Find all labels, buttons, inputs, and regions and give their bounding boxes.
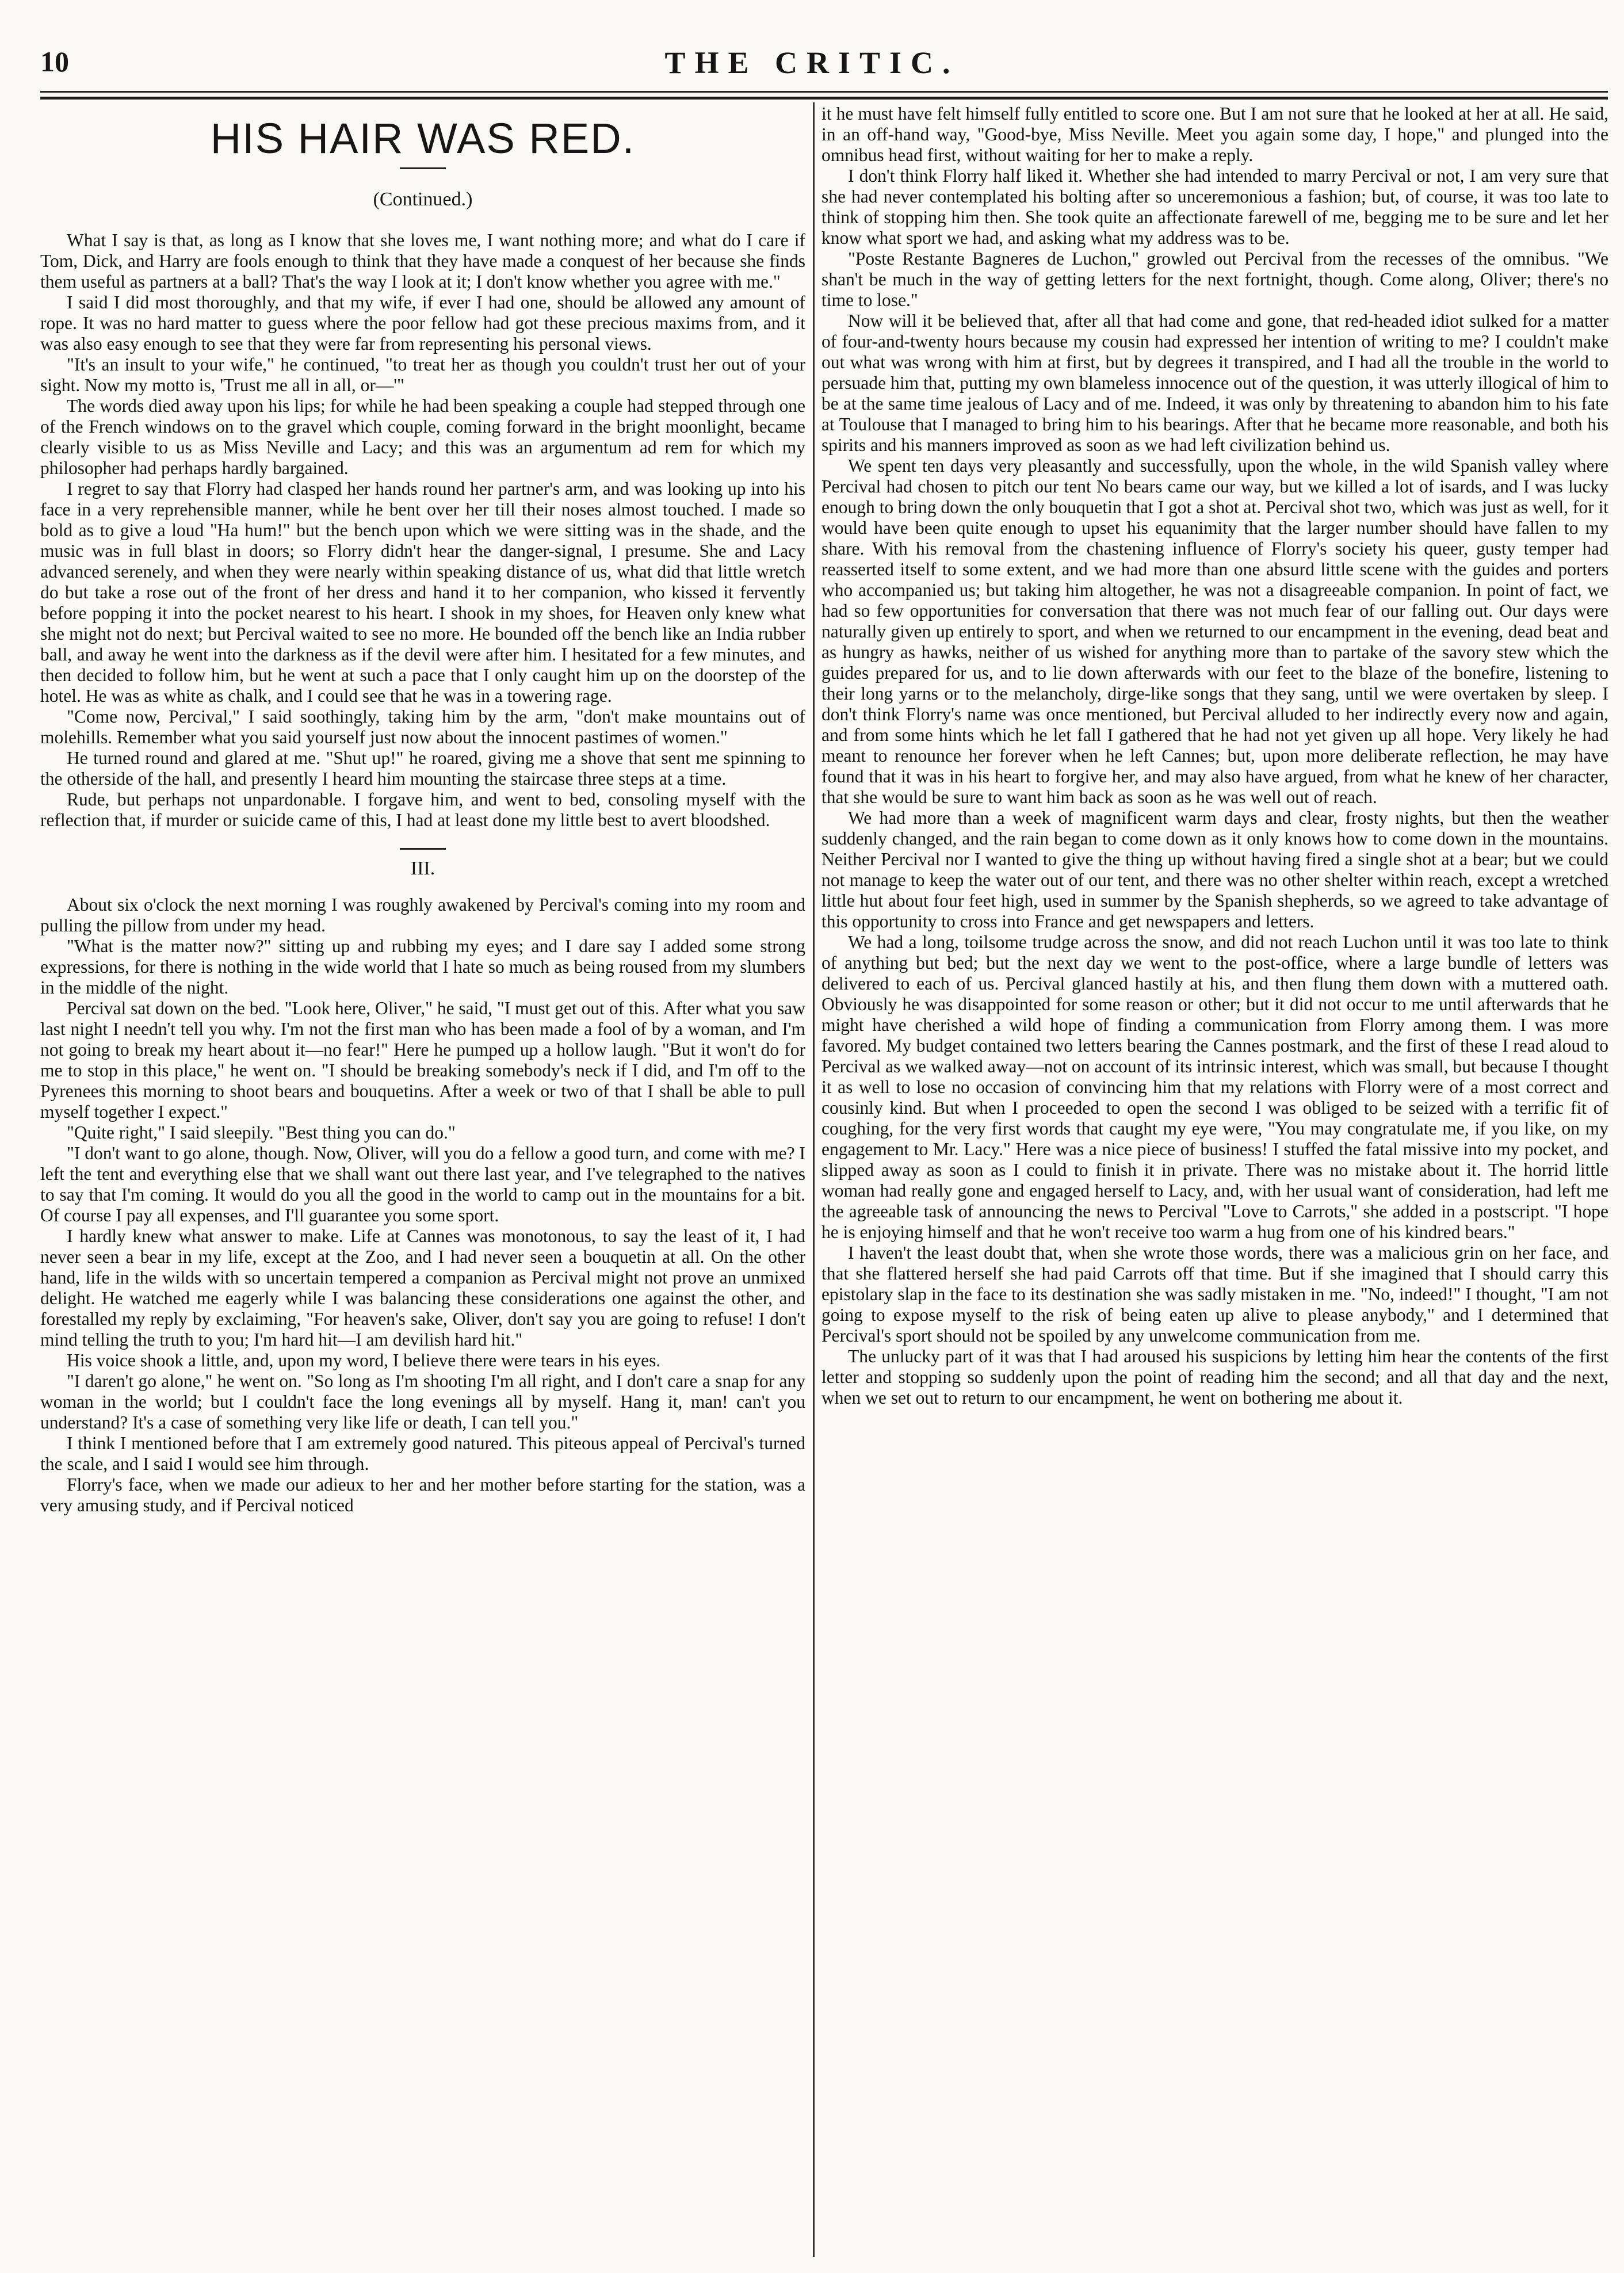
paragraph: We had more than a week of magnificent warm days and clear, frosty nights, but then the weather suddenly changed, and the rain began to come down as it only knows how to come down in the mountains. Neither Percival nor I wanted to give the thing up without having fired a single shot at a bear; but we could not manage to keep the water out of our tent, and there was no other shelter within reach, except a wretched little hut about four feet high, used in summer by the Spanish shepherds, so we agreed to take advantage of this opportunity to cross into France and get newspapers and letters.	[821, 808, 1608, 931]
paragraph: The words died away upon his lips; for while he had been speaking a couple had stepped through one of the French windows on to the gravel which couple, coming forward in the bright moonlight, became clearly visible to us as Miss Neville and Lacy; and this was an argumentum ad rem for which my philosopher had perhaps hardly bargained.	[40, 396, 805, 478]
paragraph: His voice shook a little, and, upon my word, I believe there were tears in his eyes.	[67, 1350, 661, 1370]
running-title: THE CRITIC.	[664, 45, 960, 80]
paragraph: Florry's face, when we made our adieux to her and her mother before starting for the station, was a very amusing study, and if Percival noticed	[40, 1474, 805, 1515]
article-title: HIS HAIR WAS RED.	[210, 114, 636, 162]
right-column-text	[821, 104, 1608, 1408]
paragraph: "I don't want to go alone, though. Now, Oliver, will you do a fellow a good turn, and come with me? I left the tent and everything else that we shall want out there last year, and I've telegraphed to the natives to say that I'm coming. It would do you all the good in the world to camp out in the mountains for a bit. Of course I pay all expenses, and I'll guarantee you some sport.	[40, 1143, 805, 1225]
paragraph: What I say is that, as long as I know that she loves me, I want nothing more; and what do I care if Tom, Dick, and Harry are fools enough to think that they have made a conquest of her because she finds them useful as partners at a ball? That's the way I look at it; I don't know whether you agree with me."	[40, 230, 805, 292]
title-rule	[400, 167, 446, 169]
paragraph: "Poste Restante Bagneres de Luchon," growled out Percival from the recesses of the omnibus. "We shan't be much in the way of getting letters for the next fortnight, though. Come along, Oliver; there's no time to lose."	[821, 249, 1608, 310]
paragraph: "Come now, Percival," I said soothingly, taking him by the arm, "don't make mountains out of molehills. Remember what you said yourself just now about the innocent pastimes of women."	[40, 706, 805, 747]
paragraph: I hardly knew what answer to make. Life at Cannes was monotonous, to say the least of it, I had never seen a bear in my life, except at the Zoo, and I had never seen a bouquetin at all. On the other hand, life in the wilds with so uncertain tempered a companion as Percival might not prove an unmixed delight. He watched me eagerly while I was balancing these considerations one against the other, and forestalled my reply by exclaiming, "For heaven's sake, Oliver, don't say you are going to refuse! I don't mind telling the truth to you; I'm hard hit—I am devilish hard hit."	[40, 1226, 805, 1350]
paragraph: I regret to say that Florry had clasped her hands round her partner's arm, and was looking up into his face in a very reprehensible manner, while he bent over her till their noses almost touched. I made so bold as to give a loud "Ha hum!" but the bench upon which we were sitting was in the shade, and the music was in full blast in doors; so Florry didn't hear the danger-signal, I presume. She and Lacy advanced serenely, and when they were nearly within speaking distance of us, what did that little wretch do but take a rose out of the front of her dress and hand it to her companion, who kissed it fervently before popping it into the pocket nearest to his heart. I shook in my shoes, for Heaven only knew what she might not do next; but Percival waited to see no more. He bounded off the bench like an India rubber ball, and away he went into the darkness as if the devil were after him. I hesitated for a few minutes, and then decided to follow him, but he went at such a pace that I only caught him up on the doorstep of the hotel. He was as white as chalk, and I could see that he was in a towering rage.	[40, 479, 805, 706]
paragraph: "Quite right," I said sleepily. "Best thing you can do."	[67, 1122, 456, 1143]
section-numeral: III.	[410, 858, 435, 879]
paragraph: About six o'clock the next morning I was roughly awakened by Percival's coming into my room and pulling the pillow from under my head.	[40, 895, 805, 935]
right-column	[821, 104, 1608, 2255]
paragraph: I said I did most thoroughly, and that my wife, if ever I had one, should be allowed any amount of rope. It was no hard matter to guess where the poor fellow had got these precious maxims from, and it was also easy enough to see that they were far from representing his personal views.	[40, 292, 805, 354]
paragraph: it he must have felt himself fully entitled to score one. But I am not sure that he looked at her at all. He said, in an off-hand way, "Good-bye, Miss Neville. Meet you again some day, I hope," and plunged into the omnibus head first, without waiting for her to make a reply.	[821, 104, 1608, 165]
column-divider	[813, 102, 815, 2257]
paragraph: I haven't the least doubt that, when she wrote those words, there was a malicious grin on her face, and that she flattered herself she had paid Carrots off that time. But if she imagined that I should carry this epistolary slap in the face to its destination she was sadly mistaken in me. "No, indeed!" I thought, "I am not going to expose myself to the risk of being eaten up alive to please anybody," and I determined that Percival's sport should not be spoiled by any unwelcome communication from me.	[821, 1243, 1608, 1346]
paragraph: I don't think Florry half liked it. Whether she had intended to marry Percival or not, I am very sure that she had never contemplated his bolting after so unceremonious a fashion; but, of course, it was too late to think of stopping him then. She took quite an affectionate farewell of me, begging me to be sure and let her know what sport we had, and asking what my address was to be.	[821, 166, 1608, 248]
left-column-text-part1	[40, 230, 805, 831]
page-number: 10	[40, 45, 69, 78]
article-subtitle: (Continued.)	[373, 189, 473, 210]
paragraph: I think I mentioned before that I am extremely good natured. This piteous appeal of Percival's turned the scale, and I said I would see him through.	[40, 1433, 805, 1474]
paragraph: "I daren't go alone," he went on. "So long as I'm shooting I'm all right, and I don't care a snap for any woman in the world; but I couldn't face the long evenings all by myself. Hang it, man! can't you understand? It's a case of something very like life or death, I can tell you."	[40, 1371, 805, 1432]
paragraph: Now will it be believed that, after all that had come and gone, that red-headed idiot sulked for a matter of four-and-twenty hours because my cousin had expressed her intention of writing to me? I couldn't make out what was wrong with him at first, but by degrees it transpired, and I had all the trouble in the world to persuade him that, putting my own blameless innocence out of the question, it was utterly illogical of him to be at the same time jealous of Lacy and of me. Indeed, it was only by threatening to abandon him to his fate at Toulouse that I managed to bring him to his bearings. After that he became more reasonable, and both his spirits and his manners improved as soon as we had left civilization behind us.	[821, 311, 1608, 455]
left-column	[40, 104, 805, 2255]
left-column-text-part2	[40, 895, 805, 1516]
section-rule	[400, 848, 446, 850]
paragraph: Percival sat down on the bed. "Look here, Oliver," he said, "I must get out of this. After what you saw last night I needn't tell you why. I'm not the first man who has been made a fool of by a woman, and I'm not going to break my heart about it—no fear!" Here he pumped up a hollow laugh. "But it won't do for me to stop in this place," he went on. "I should be breaking somebody's neck if I did, and I'm off to the Pyrenees this morning to shoot bears and bouquetins. After a week or two of that I shall be able to pull myself together I expect."	[40, 998, 805, 1122]
paragraph: Rude, but perhaps not unpardonable. I forgave him, and went to bed, consoling myself with the reflection that, if murder or suicide came of this, I had at least done my little best to avert bloodshed.	[40, 789, 805, 830]
paragraph: "What is the matter now?" sitting up and rubbing my eyes; and I dare say I added some strong expressions, for there is nothing in the wide world that I hate so much as being roused from my slumbers in the middle of the night.	[40, 936, 805, 998]
paragraph: We spent ten days very pleasantly and successfully, upon the whole, in the wild Spanish valley where Percival had chosen to pitch our tent No bears came our way, but we killed a lot of isards, and I was lucky enough to bring down the only bouquetin that I got a shot at. Percival shot two, which was just as well, for it would have been quite enough to upset his equanimity that the larger number should have fallen to my share. With his removal from the chastening influence of Florry's society his queer, gusty temper had reasserted itself to some extent, and we had more than one absurd little scene with the guides and porters who accompanied us; but taking him altogether, he was not a disagreeable companion. In point of fact, we had so few opportunities for conversation that there was not much fear of our falling out. Our days were naturally given up entirely to sport, and when we returned to our encampment in the evening, dead beat and as hungry as hawks, neither of us wished for anything more than to partake of the savory stew which the guides prepared for us, and to lie down afterwards with our feet to the blaze of the bonefire, listening to their long yarns or to the melancholy, dirge-like songs that they sang, until we were overtaken by sleep. I don't think Florry's name was once mentioned, but Percival alluded to her indirectly every now and again, and from some hints which he let fall I gathered that he had not yet given up all hope. Very likely he had meant to renounce her forever when he left Cannes; but, upon more deliberate reflection, he may have found that it was in his heart to forgive her, and may also have argued, from what he knew of her character, that she would be sure to want him back as soon as he was well out of reach.	[821, 456, 1608, 807]
header-rule-thin	[40, 91, 1608, 93]
paragraph: We had a long, toilsome trudge across the snow, and did not reach Luchon until it was too late to think of anything but bed; but the next day we went to the post-office, where a large bundle of letters was delivered to each of us. Percival glanced hastily at his, and then flung them down with a muttered oath. Obviously he was disappointed for some reason or other; but it did not occur to me until afterwards that he might have cherished a wild hope of finding a communication from Florry among them. I was more favored. My budget contained two letters bearing the Cannes postmark, and the first of these I read aloud to Percival as we walked away—not on account of its intrinsic interest, which was small, but because I thought it as well to lose no occasion of convincing him that my relations with Florry were of a most correct and cousinly kind. But when I proceeded to open the second I was obliged to be seized with a terrific fit of coughing, for the very first words that caught my eye were, "You may congratulate me, if you like, on my engagement to Mr. Lacy." Here was a nice piece of business! I stuffed the fatal missive into my pocket, and slipped away as soon as I could to finish it in private. There was no mistake about it. The horrid little woman had really gone and engaged herself to Lacy, and, with her usual want of consideration, had left me the agreeable task of announcing the news to Percival "Love to Carrots," she added in a postscript. "I hope he is enjoying himself and that he won't receive too warm a hug from one of his kindred bears."	[821, 932, 1608, 1242]
paragraph: He turned round and glared at me. "Shut up!" he roared, giving me a shove that sent me spinning to the otherside of the hall, and presently I heard him mounting the staircase three steps at a time.	[40, 748, 805, 789]
header-rule-thick	[40, 97, 1608, 100]
paragraph: The unlucky part of it was that I had aroused his suspicions by letting him hear the contents of the first letter and stopping so suddenly upon the point of reading him the second; and all that day and the next, when we set out to return to our encampment, he went on bothering me about it.	[821, 1346, 1608, 1408]
paragraph: "It's an insult to your wife," he continued, "to treat her as though you couldn't trust her out of your sight. Now my motto is, 'Trust me all in all, or—'"	[40, 354, 805, 395]
